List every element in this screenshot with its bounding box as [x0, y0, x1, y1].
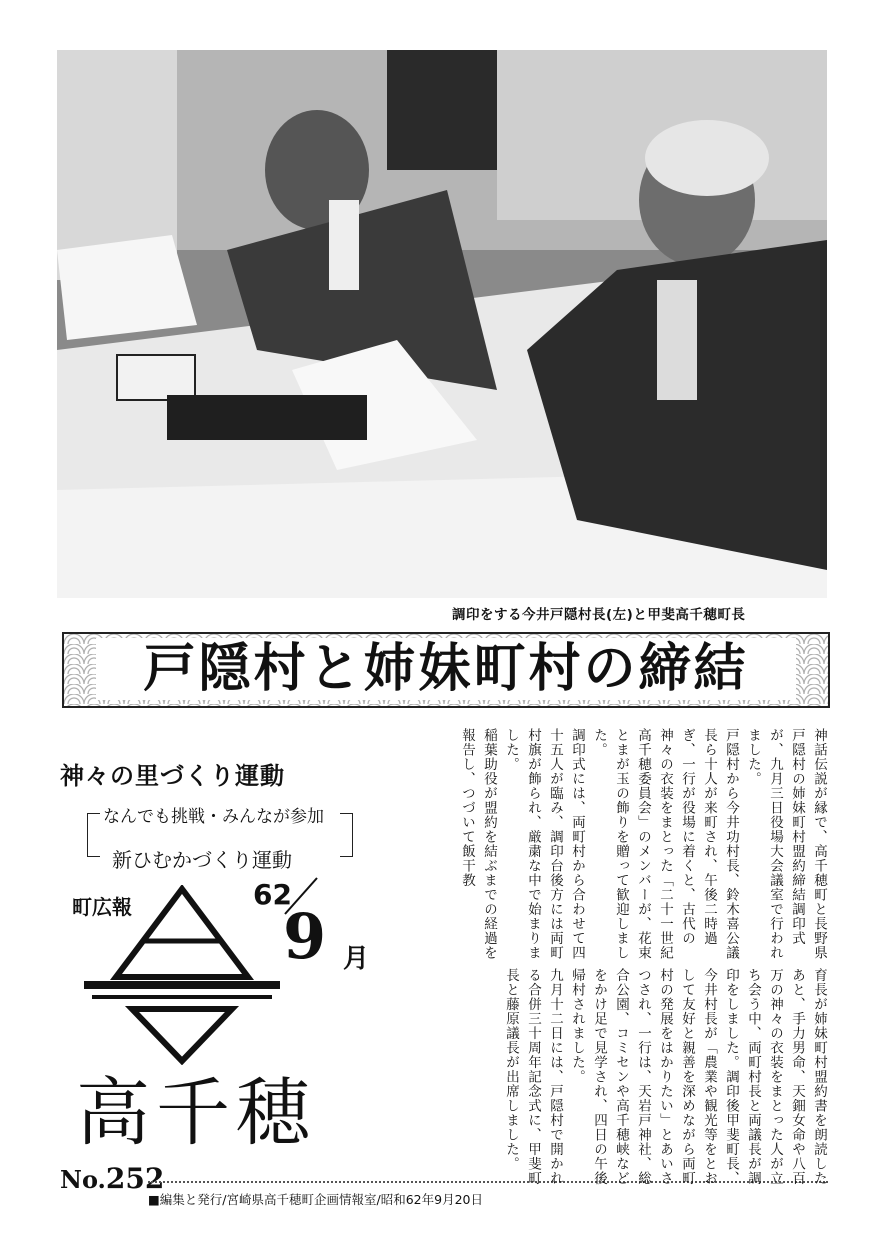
issue-year: 62 — [253, 878, 292, 911]
signing-photo — [57, 50, 827, 598]
article-part-2: 育長が姉妹町村盟約書を朗読したあと、手力男命、天鈿女命や八百万の神々の衣装をまとった人が立ち会う中、両町村長と両議長が調印をしました。調印後甲斐町長、今井村長が「農業や観光等をとおして友好と親善を深めながら両町村の発展をはかりたい」とあいさつされ、一行は、天岩戸神社、総合公園、コミセンや高千穂峡などをかけ足で見学され、四日の午後帰村されました。 九月十二日には、戸隠村で開かれる合併三十周年記念式に、甲斐町長と藤原議長が出席しました。 — [503, 968, 827, 1186]
headline-banner — [62, 632, 830, 708]
issue-month-unit: 月 — [343, 944, 370, 974]
photo-caption: 調印をする今井戸隠村長(左)と甲斐高千穂町長 — [452, 607, 746, 623]
slogan: 神々の里づくり運動 — [60, 762, 285, 790]
town-logo-icon — [84, 885, 280, 1065]
bracket-left — [87, 813, 100, 857]
headline: 戸隠村と姉妹町村の締結 — [96, 638, 796, 700]
publisher-line: ■編集と発行/宮崎県高千穂町企画情報室/昭和62年9月20日 — [148, 1192, 483, 1207]
issue-month-number: 9 — [283, 900, 327, 973]
issue-prefix: No. — [60, 1165, 106, 1194]
bracket-right — [340, 813, 353, 857]
issue-number-value: 252 — [105, 1162, 165, 1195]
article-part-1: 神話伝説が縁で、高千穂町と長野県戸隠村の姉妹町村盟約締結調印式が、九月三日役場大会議室で行われました。 戸隠村から今井功村長、鈴木喜公議長ら十人が来町され、午後二時過ぎ、一行が役場に着くと、古代の神々の衣装をまとった「二十一世紀高千穂委員会」のメンバーが、花束とまが玉の飾りを贈って歓迎しました。 調印式には、両町村から合わせて四十五人が臨み、調印台後方には両町村旗が飾られ、厳粛な中で始まりました。 稲葉助役が盟約を結ぶまでの経過を報告し、つづいて飯干教 — [459, 728, 827, 960]
town-name: 高千穂 — [76, 1070, 316, 1156]
koho-label: 町広報 — [72, 895, 132, 919]
motto-line-1: なんでも挑戦・みんなが参加 — [103, 807, 324, 827]
motto-line-2: 新ひむかづくり運動 — [112, 848, 292, 872]
